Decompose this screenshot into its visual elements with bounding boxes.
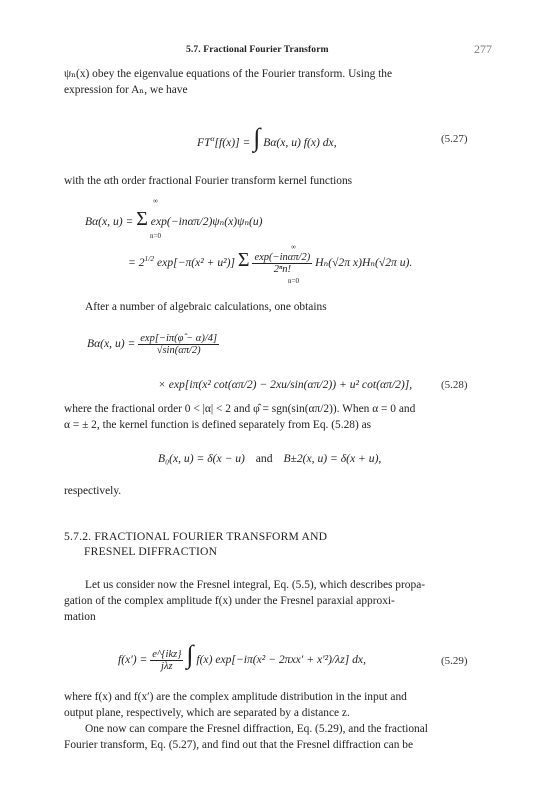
page-number: 277: [474, 42, 492, 56]
sum-upper-limit: ∞: [153, 197, 158, 205]
sum-lower-limit: n=0: [288, 277, 299, 285]
kernel-coefficient: = 2: [128, 256, 145, 269]
kernel-fraction: [252, 252, 312, 275]
kernel-b0: B₀(x, u) = δ(x − u): [158, 452, 245, 465]
paragraph-line: ψₙ(x) obey the eigenvalue equations of the Fourier transform. Using the: [64, 68, 393, 80]
integral-sign: ∫: [186, 640, 194, 669]
section-title: FRACTIONAL FOURIER TRANSFORM AND: [94, 530, 328, 543]
kernel-hermite: Hₙ(√2π x)Hₙ(√2π u).: [312, 256, 413, 269]
sum-lower-limit: n=0: [150, 232, 161, 240]
sum-sign: Σ: [237, 249, 250, 271]
eq529-lhs: f(x′) =: [118, 653, 151, 666]
eq-ft-argument: [f(x)] =: [214, 136, 254, 149]
paragraph-line: with the αth order fractional Fourier transform kernel functions: [64, 175, 353, 187]
sum-upper-limit: ∞: [291, 243, 296, 251]
kernel-equation-line1: [85, 208, 263, 231]
kernel-gaussian: exp[−π(x² + u²)]: [154, 256, 236, 269]
paragraph-line: After a number of algebraic calculations, one obtains: [85, 301, 327, 313]
section-heading: [64, 530, 327, 543]
paragraph-line: where f(x) and f(x′) are the complex amplitude distribution in the input and: [64, 691, 407, 703]
equation-5-27: [197, 123, 337, 152]
paragraph-line: expression for Aₙ, we have: [64, 84, 188, 96]
kernel-equation-line2: [128, 249, 412, 275]
special-kernels: [158, 452, 381, 465]
paragraph-line: Fourier transform, Eq. (5.27), and find out that the Fresnel diffraction can be: [64, 739, 414, 751]
equation-5-29: [118, 640, 366, 672]
equation-number: (5.29): [441, 655, 468, 667]
fraction-numerator: exp(−inαπ/2): [254, 251, 311, 263]
fraction-numerator: e^{ikz}: [152, 648, 182, 660]
equation-5-28-line2: × exp[iπ(x² cot(απ/2) − 2xu/sin(απ/2)) + u² cot(απ/2)],: [158, 378, 413, 391]
eq-ft-order: α: [210, 134, 215, 144]
paragraph-line: mation: [64, 611, 96, 623]
equation-number: (5.28): [441, 379, 468, 391]
eq-ft-integrand: Bα(x, u) f(x) dx,: [263, 136, 337, 149]
paragraph-line: output plane, respectively, which are separated by a distance z.: [64, 707, 350, 719]
kernel-exponent: 1/2: [144, 254, 155, 264]
equation-number: (5.27): [441, 133, 468, 145]
paragraph-line: gation of the complex amplitude f(x) under the Fresnel paraxial approxi-: [64, 595, 395, 607]
sum-sign: Σ: [136, 208, 148, 230]
eq-ft-symbol: FT: [197, 136, 211, 149]
fraction-denominator: jλz: [161, 660, 173, 672]
fraction-numerator: exp[−iπ(φ̂ − α)/4]: [140, 333, 218, 344]
eq528-lhs: Bα(x, u) =: [87, 337, 139, 351]
paragraph-line: α = ± 2, the kernel function is defined separately from Eq. (5.28) as: [64, 419, 372, 431]
kernel-rhs: exp(−inαπ/2)ψₙ(x)ψₙ(u): [150, 215, 263, 228]
section-title-continued: FRESNEL DIFFRACTION: [84, 545, 218, 558]
paragraph-line: where the fractional order 0 < |α| < 2 and φ̂ = sgn(sin(απ/2)). When α = 0 and: [64, 403, 416, 415]
fraction-denominator: 2ⁿn!: [273, 263, 291, 275]
eq528-fraction: [138, 333, 219, 356]
section-number: 5.7.2.: [64, 530, 92, 543]
integral-sign: ∫: [253, 123, 261, 152]
running-header: 5.7. Fractional Fourier Transform: [186, 44, 329, 55]
paragraph-line: One now can compare the Fresnel diffraction, Eq. (5.29), and the fractional: [85, 723, 428, 735]
paragraph-line: Let us consider now the Fresnel integral, Eq. (5.5), which describes propa-: [85, 579, 426, 591]
conjunction: and: [255, 452, 273, 465]
paragraph-line: respectively.: [64, 485, 122, 497]
eq529-fraction: [150, 649, 183, 672]
eq529-integrand: f(x) exp[−iπ(x² − 2πxx′ + x′²)/λz] dx,: [196, 653, 366, 666]
equation-5-28-line1: [87, 333, 219, 356]
kernel-b-pm2: B±2(x, u) = δ(x + u),: [283, 452, 382, 465]
fraction-denominator: √sin(απ/2): [156, 345, 201, 356]
kernel-lhs: Bα(x, u) =: [85, 215, 137, 228]
